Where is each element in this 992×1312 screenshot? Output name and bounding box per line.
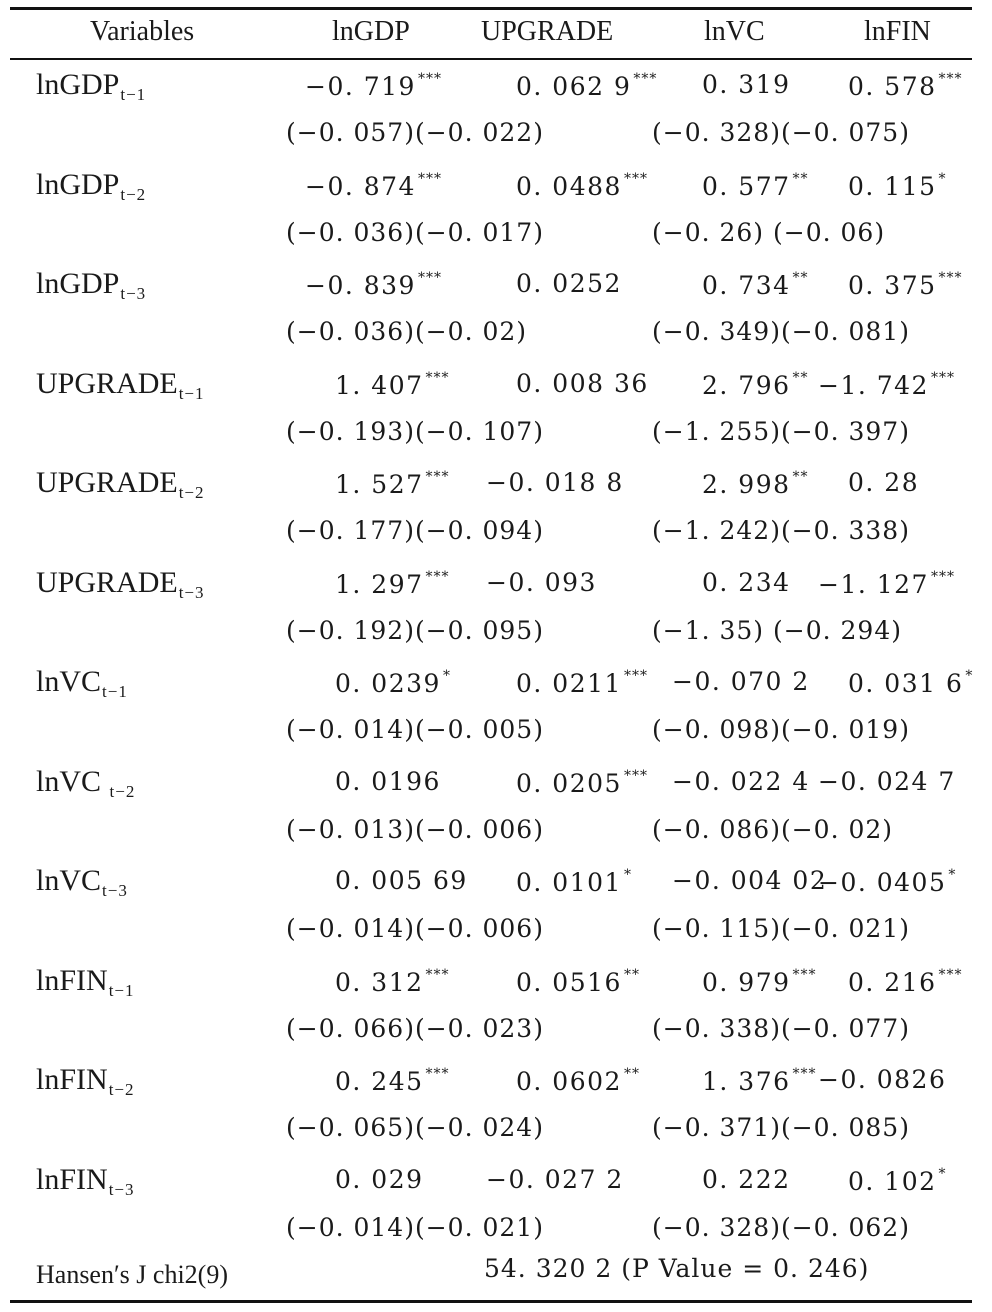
coefficient-cell <box>702 470 809 497</box>
standard-error-left: (−0. 014)(−0. 021) <box>286 1212 544 1242</box>
table-header-rule <box>10 58 972 60</box>
coefficient-value: 0. 062 9 <box>516 72 632 101</box>
row-variable-label <box>36 866 128 899</box>
variable-lag-subscript: t−1 <box>178 383 205 403</box>
variable-name: UPGRADE <box>36 466 178 499</box>
coefficient-cell <box>818 868 956 895</box>
coefficient-cell <box>702 172 809 199</box>
footer-value: 54. 320 2 (P Value = 0. 246) <box>484 1254 870 1283</box>
significance-stars: *** <box>938 270 963 286</box>
significance-stars: *** <box>425 369 450 386</box>
variable-lag-subscript: t−2 <box>178 483 205 502</box>
variable-name: UPGRADE <box>36 565 178 599</box>
standard-error-left: (−0. 057)(−0. 022) <box>286 118 544 147</box>
standard-error-right: (−0. 098)(−0. 019) <box>652 715 910 744</box>
standard-error-left: (−0. 177)(−0. 094) <box>286 516 544 545</box>
significance-stars: *** <box>938 71 963 87</box>
coefficient-cell <box>516 868 632 895</box>
coefficient-value: 0. 0602 <box>516 1067 622 1096</box>
coefficient-cell <box>305 72 442 99</box>
standard-error-right: (−1. 255)(−0. 397) <box>652 416 910 446</box>
coefficient-value: 0. 0196 <box>335 766 441 796</box>
coefficient-value: 1. 527 <box>335 470 424 499</box>
coefficient-value: 0. 312 <box>335 967 424 997</box>
coefficient-cell <box>702 1067 817 1094</box>
standard-error-left: (−0. 066)(−0. 023) <box>286 1013 544 1043</box>
coefficient-value: −0. 0405 <box>818 868 947 897</box>
significance-stars: *** <box>792 966 817 983</box>
coefficient-cell <box>305 172 442 199</box>
coefficient-value: 0. 005 69 <box>335 866 468 895</box>
row-variable-label <box>36 565 205 602</box>
coefficient-cell <box>672 669 810 694</box>
row-variable-label <box>36 167 147 204</box>
variable-lag-subscript: t−1 <box>120 85 147 104</box>
coefficient-cell <box>818 570 955 597</box>
coefficient-cell <box>335 1164 424 1194</box>
coefficient-value: −1. 127 <box>818 569 929 599</box>
standard-error-right: (−0. 328)(−0. 075) <box>652 118 910 147</box>
coefficient-cell <box>848 271 963 298</box>
coefficient-cell <box>818 371 955 398</box>
significance-stars: * <box>442 668 451 684</box>
coefficient-value: 0. 245 <box>335 1067 424 1096</box>
significance-stars: *** <box>633 71 658 87</box>
coefficient-value: 0. 0101 <box>516 868 622 897</box>
significance-stars: ** <box>792 369 809 386</box>
variable-name: lnGDP <box>36 68 120 101</box>
coefficient-value: 0. 115 <box>848 171 937 201</box>
coefficient-cell <box>335 371 450 398</box>
standard-error-left: (−0. 193)(−0. 107) <box>286 416 544 446</box>
coefficient-value: 2. 796 <box>702 370 791 400</box>
coefficient-value: 0. 0488 <box>516 171 622 201</box>
standard-error-left: (−0. 065)(−0. 024) <box>286 1113 544 1142</box>
variable-lag-subscript: t−1 <box>108 980 135 1000</box>
coefficient-value: 0. 734 <box>702 271 791 300</box>
coefficient-cell <box>702 968 817 995</box>
standard-error-left: (−0. 036)(−0. 02) <box>286 317 528 346</box>
significance-stars: *** <box>417 170 442 187</box>
coefficient-cell <box>516 1067 640 1094</box>
coefficient-value: −0. 719 <box>305 72 416 101</box>
coefficient-value: −0. 093 <box>486 567 597 597</box>
coefficient-cell <box>848 172 947 199</box>
variable-lag-subscript: t−3 <box>120 284 147 303</box>
coefficient-cell <box>516 669 648 696</box>
variable-lag-subscript: t−3 <box>102 881 128 900</box>
significance-stars: *** <box>623 668 648 684</box>
significance-stars: *** <box>425 1066 450 1082</box>
coefficient-value: 1. 376 <box>702 1067 791 1096</box>
coefficient-cell <box>702 271 809 298</box>
coefficient-value: 0. 029 <box>335 1164 424 1194</box>
significance-stars: * <box>938 170 947 187</box>
standard-error-right: (−0. 349)(−0. 081) <box>652 317 910 346</box>
coefficient-cell <box>335 766 441 796</box>
coefficient-value: 0. 979 <box>702 967 791 997</box>
significance-stars: ** <box>792 469 809 485</box>
header-lnvc: lnVC <box>704 16 765 47</box>
variable-name: lnVC <box>36 665 102 698</box>
significance-stars: ** <box>792 170 809 187</box>
significance-stars: * <box>948 867 957 883</box>
standard-error-left: (−0. 014)(−0. 005) <box>286 715 544 744</box>
standard-error-right: (−0. 328)(−0. 062) <box>652 1212 910 1242</box>
variable-lag-subscript: t−3 <box>178 582 205 602</box>
standard-error-right: (−0. 338)(−0. 077) <box>652 1013 910 1043</box>
row-variable-label <box>36 468 205 501</box>
variable-name: lnVC <box>36 764 109 798</box>
standard-error-left: (−0. 014)(−0. 006) <box>286 914 544 943</box>
coefficient-value: −0. 004 02 <box>672 866 828 895</box>
variable-name: UPGRADE <box>36 366 178 400</box>
standard-error-right: (−0. 26) (−0. 06) <box>652 217 886 247</box>
variable-name: lnVC <box>36 864 102 897</box>
coefficient-cell <box>335 669 451 696</box>
significance-stars: *** <box>930 568 955 585</box>
row-variable-label <box>36 1162 135 1199</box>
header-variables: Variables <box>90 16 195 47</box>
coefficient-cell <box>702 1164 791 1194</box>
coefficient-cell <box>516 271 622 296</box>
coefficient-value: −0. 022 4 <box>672 766 810 796</box>
header-lngdp: lnGDP <box>332 16 410 47</box>
significance-stars: *** <box>425 469 450 485</box>
significance-stars: * <box>623 867 632 883</box>
standard-error-left: (−0. 036)(−0. 017) <box>286 217 544 247</box>
coefficient-cell <box>516 368 649 398</box>
coefficient-cell <box>486 1164 624 1194</box>
coefficient-cell <box>335 968 450 995</box>
significance-stars: ** <box>792 270 809 286</box>
coefficient-cell <box>672 868 827 893</box>
coefficient-cell <box>516 72 657 99</box>
coefficient-value: 0. 375 <box>848 271 937 300</box>
significance-stars: *** <box>623 767 648 784</box>
coefficient-cell <box>672 766 810 796</box>
standard-error-left: (−0. 013)(−0. 006) <box>286 814 544 844</box>
variable-lag-subscript: t−2 <box>120 184 147 204</box>
standard-error-right: (−1. 242)(−0. 338) <box>652 516 910 545</box>
coefficient-value: 0. 008 36 <box>516 368 649 398</box>
coefficient-cell <box>848 470 919 495</box>
standard-error-right: (−0. 086)(−0. 02) <box>652 814 894 844</box>
header-upgrade: UPGRADE <box>481 16 614 47</box>
table-top-rule <box>10 7 972 10</box>
variable-name: lnGDP <box>36 167 120 201</box>
coefficient-value: 0. 0211 <box>516 669 622 698</box>
coefficient-value: −0. 874 <box>305 171 416 201</box>
coefficient-value: −1. 742 <box>818 370 929 400</box>
coefficient-value: 0. 28 <box>848 468 920 497</box>
coefficient-value: 2. 998 <box>702 470 791 499</box>
coefficient-value: 0. 0516 <box>516 967 622 997</box>
coefficient-cell <box>848 72 963 99</box>
coefficient-cell <box>516 769 648 796</box>
coefficient-value: −0. 024 7 <box>818 766 956 796</box>
row-variable-label <box>36 764 136 801</box>
coefficient-value: 1. 407 <box>335 370 424 400</box>
variable-lag-subscript: t−3 <box>108 1179 135 1199</box>
significance-stars: ** <box>623 1066 640 1082</box>
coefficient-cell <box>702 371 809 398</box>
standard-error-right: (−0. 371)(−0. 085) <box>652 1113 910 1142</box>
coefficient-cell <box>818 1067 946 1092</box>
coefficient-cell <box>335 570 450 597</box>
significance-stars: *** <box>623 170 648 187</box>
significance-stars: *** <box>425 568 450 585</box>
coefficient-cell <box>335 470 450 497</box>
coefficient-value: −0. 839 <box>305 271 416 300</box>
variable-name: lnFIN <box>36 963 108 997</box>
coefficient-value: 0. 0252 <box>516 269 622 298</box>
standard-error-right: (−0. 115)(−0. 021) <box>652 914 910 943</box>
coefficient-value: 0. 234 <box>702 567 791 597</box>
coefficient-cell <box>848 669 973 696</box>
footer-label: Hansen′s J chi2(9) <box>36 1260 228 1289</box>
coefficient-value: 0. 216 <box>848 967 937 997</box>
standard-error-left: (−0. 192)(−0. 095) <box>286 615 544 645</box>
significance-stars: *** <box>792 1066 817 1082</box>
variable-lag-subscript: t−2 <box>109 781 136 801</box>
coefficient-cell <box>818 766 956 796</box>
coefficient-cell <box>516 172 648 199</box>
row-variable-label <box>36 963 135 1000</box>
row-variable-label <box>36 366 205 403</box>
coefficient-value: 0. 319 <box>702 70 791 99</box>
coefficient-cell <box>335 868 468 893</box>
coefficient-value: 0. 102 <box>848 1166 937 1196</box>
significance-stars: *** <box>417 270 442 286</box>
variable-lag-subscript: t−1 <box>102 682 128 701</box>
coefficient-cell <box>702 567 791 597</box>
coefficient-value: 0. 578 <box>848 72 937 101</box>
variable-name: lnGDP <box>36 267 120 300</box>
row-variable-label <box>36 269 146 302</box>
coefficient-value: −0. 070 2 <box>672 667 810 696</box>
coefficient-cell <box>486 567 597 597</box>
coefficient-value: 0. 031 6 <box>848 669 964 698</box>
significance-stars: *** <box>425 966 450 983</box>
coefficient-cell <box>848 968 963 995</box>
coefficient-cell <box>335 1067 450 1094</box>
standard-error-right: (−1. 35) (−0. 294) <box>652 615 902 645</box>
coefficient-cell <box>486 470 624 495</box>
row-variable-label <box>36 70 146 103</box>
row-variable-label <box>36 667 128 700</box>
significance-stars: *** <box>938 966 963 983</box>
coefficient-cell <box>305 271 442 298</box>
header-lnfin: lnFIN <box>864 16 931 47</box>
variable-name: lnFIN <box>36 1063 108 1096</box>
coefficient-cell <box>702 72 791 97</box>
row-variable-label <box>36 1065 135 1098</box>
coefficient-cell <box>516 968 640 995</box>
coefficient-value: 0. 0205 <box>516 768 622 798</box>
variable-lag-subscript: t−2 <box>108 1080 135 1099</box>
significance-stars: *** <box>930 369 955 386</box>
coefficient-value: −0. 0826 <box>818 1065 947 1094</box>
coefficient-cell <box>848 1167 947 1194</box>
coefficient-value: 1. 297 <box>335 569 424 599</box>
variable-name: lnFIN <box>36 1162 108 1196</box>
coefficient-value: 0. 222 <box>702 1164 791 1194</box>
coefficient-value: 0. 577 <box>702 171 791 201</box>
table-bottom-rule <box>10 1300 972 1303</box>
coefficient-value: −0. 018 8 <box>486 468 624 497</box>
significance-stars: * <box>938 1165 947 1182</box>
coefficient-value: 0. 0239 <box>335 669 441 698</box>
significance-stars: *** <box>417 71 442 87</box>
coefficient-value: −0. 027 2 <box>486 1164 624 1194</box>
significance-stars: ** <box>623 966 640 983</box>
significance-stars: * <box>965 668 974 684</box>
